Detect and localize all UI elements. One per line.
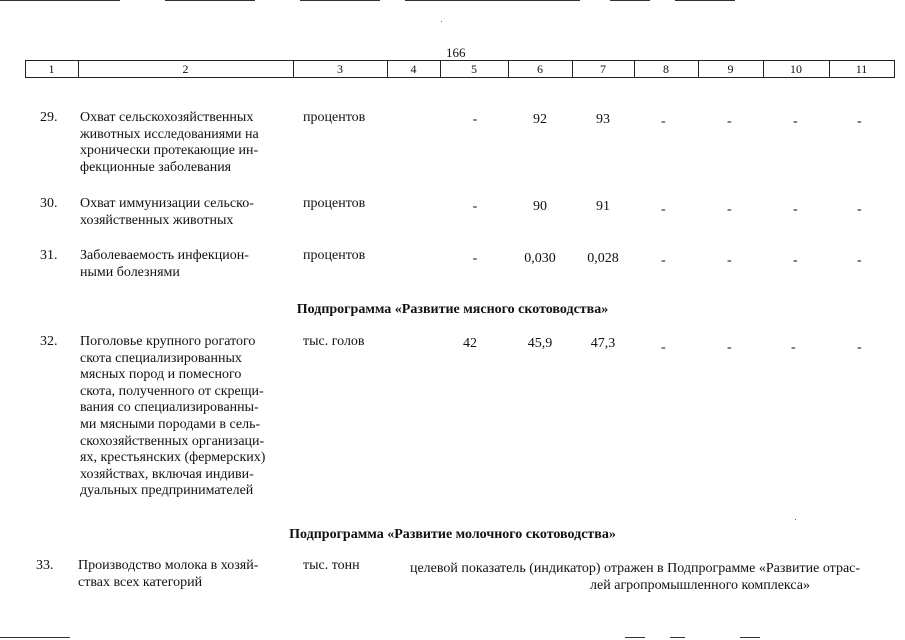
- top-edge-dash: [610, 0, 650, 1]
- top-edge-dash: [405, 0, 580, 1]
- value-col7: 93: [596, 112, 610, 127]
- scan-speck: [795, 519, 796, 520]
- indicator-name: [80, 248, 286, 281]
- value-col6: 45,9: [527, 336, 553, 351]
- value-col9: -: [727, 114, 732, 129]
- value-col11: -: [857, 340, 862, 355]
- indicator-name-line: ях, крестьянских (фермерских): [80, 450, 266, 466]
- column-header: 1: [48, 62, 55, 76]
- indicator-name-line: хозяйствах, включая индиви-: [80, 466, 254, 482]
- indicator-name-line: мясных пород и помесного: [80, 367, 242, 383]
- bottom-edge-dash: [625, 637, 645, 638]
- column-header: 4: [410, 62, 417, 76]
- value-col5: -: [472, 112, 478, 127]
- header-top-line: [25, 60, 895, 61]
- indicator-name-line: скота специализированных: [80, 350, 242, 366]
- value-col10: -: [791, 340, 796, 355]
- bottom-edge-dash: [0, 637, 70, 638]
- indicator-name: [80, 110, 286, 176]
- row-number: 33.: [36, 558, 54, 573]
- value-col6: 90: [533, 199, 547, 214]
- value-col8: -: [661, 202, 666, 217]
- indicator-name-line: Охват сельскохозяйственных: [80, 110, 254, 125]
- value-col10: -: [793, 114, 798, 129]
- value-col5: 42: [463, 336, 477, 351]
- value-col11: -: [857, 114, 862, 129]
- unit-of-measure: процентов: [303, 196, 366, 211]
- indicator-name: [80, 334, 286, 500]
- top-edge-dash: [165, 0, 255, 1]
- top-edge-dash: [675, 0, 735, 1]
- value-col5: -: [472, 199, 478, 214]
- indicator-name-line: ными болезнями: [80, 264, 180, 280]
- indicator-name-line: вания со специализированны-: [80, 400, 259, 416]
- column-header: 3: [337, 62, 343, 76]
- indicator-name-line: ствах всех категорий: [78, 574, 203, 590]
- value-col7: 0,028: [587, 251, 619, 266]
- subprogram-heading: Подпрограмма «Развитие молочного скотоводства»: [289, 527, 616, 542]
- note-line: лей агропромышленного комплекса»: [590, 578, 810, 593]
- indicator-name-line: скохозяйственных организаци-: [80, 433, 265, 449]
- indicator-name-line: ми мясными породами в сель-: [80, 416, 261, 432]
- unit-of-measure: тыс. тонн: [303, 558, 360, 573]
- note-line: целевой показатель (индикатор) отражен в Подпрограмме «Развитие отрас-: [409, 561, 861, 576]
- top-edge-dash: [300, 0, 380, 1]
- bottom-edge-dash: [740, 637, 760, 638]
- value-col9: -: [727, 340, 732, 355]
- column-header: 5: [471, 62, 477, 76]
- row-number: 31.: [40, 248, 58, 263]
- value-col10: -: [793, 253, 798, 268]
- value-col8: -: [661, 340, 666, 355]
- value-col11: -: [857, 202, 862, 217]
- value-col7: 91: [596, 199, 610, 214]
- column-header: 11: [855, 62, 868, 76]
- subprogram-heading: Подпрограмма «Развитие мясного скотоводства»: [296, 302, 609, 317]
- value-col8: -: [661, 253, 666, 268]
- top-edge-dash: [0, 0, 120, 1]
- row-number: 30.: [40, 196, 58, 211]
- indicator-name-line: Заболеваемость инфекцион-: [80, 248, 249, 263]
- column-header: 8: [663, 62, 669, 76]
- indicator-name-line: скота, полученного от скрещи-: [80, 383, 264, 399]
- header-bottom-line: [25, 77, 895, 78]
- value-col9: -: [727, 202, 732, 217]
- indicator-reference-note: [385, 560, 885, 594]
- value-col9: -: [727, 253, 732, 268]
- unit-of-measure: процентов: [303, 248, 366, 263]
- column-header: 2: [182, 62, 189, 76]
- row-number: 32.: [40, 334, 58, 349]
- column-header: 9: [727, 62, 734, 76]
- row-number: 29.: [40, 110, 58, 125]
- indicator-name-line: Охват иммунизации сельско-: [80, 196, 254, 211]
- header-divider: [894, 60, 895, 78]
- value-col6: 92: [533, 112, 547, 127]
- column-header: 7: [600, 62, 606, 76]
- unit-of-measure: тыс. голов: [303, 334, 365, 349]
- unit-of-measure: процентов: [303, 110, 366, 125]
- scan-speck: [441, 21, 442, 22]
- indicator-name-line: хозяйственных животных: [80, 212, 234, 228]
- page-number: 166: [446, 45, 466, 60]
- indicator-name-line: животных исследованиями на: [80, 126, 259, 142]
- value-col8: -: [661, 114, 666, 129]
- value-col7: 47,3: [590, 336, 616, 351]
- indicator-name-line: дуальных предпринимателей: [80, 483, 254, 499]
- column-header: 6: [537, 62, 543, 76]
- value-col11: -: [857, 253, 862, 268]
- indicator-name: [78, 558, 286, 591]
- column-header: 10: [790, 62, 802, 76]
- indicator-name-line: Поголовье крупного рогатого: [80, 334, 256, 349]
- value-col5: -: [472, 251, 478, 266]
- value-col10: -: [793, 202, 798, 217]
- indicator-name-line: фекционные заболевания: [80, 159, 232, 175]
- indicator-name-line: Производство молока в хозяй-: [78, 558, 259, 573]
- indicator-name-line: хронически протекающие ин-: [80, 143, 259, 159]
- indicator-name: [80, 196, 286, 229]
- bottom-edge-dash: [670, 637, 685, 638]
- value-col6: 0,030: [524, 251, 556, 266]
